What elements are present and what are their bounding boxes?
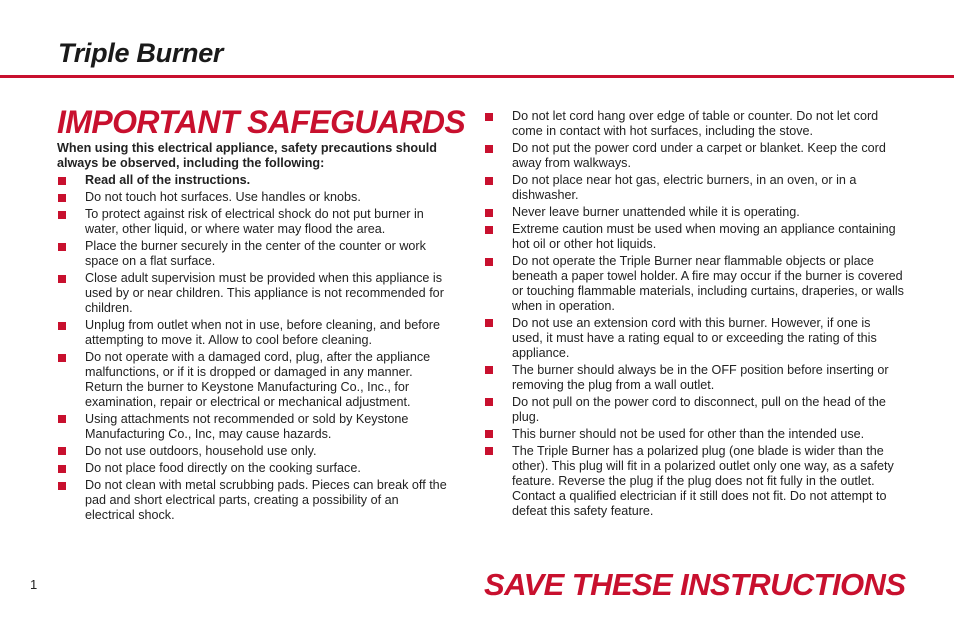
square-bullet-icon bbox=[485, 145, 493, 153]
list-item-text: Do not operate the Triple Burner near flammable objects or place beneath a paper towel holder. A fire may occur if the burner is covered or touching flammable materials, including curtains, draperies, or walls when in operation. bbox=[512, 254, 904, 313]
list-item bbox=[484, 363, 904, 393]
list-item bbox=[484, 173, 904, 203]
list-item bbox=[57, 412, 447, 442]
square-bullet-icon bbox=[58, 354, 66, 362]
list-item-text: Do not place food directly on the cooking surface. bbox=[85, 461, 361, 475]
list-item bbox=[484, 109, 904, 139]
safeguards-intro: When using this electrical appliance, safety precautions should always be observed, including the following: bbox=[57, 141, 438, 170]
square-bullet-icon bbox=[485, 366, 493, 374]
list-item bbox=[57, 318, 447, 348]
list-item bbox=[57, 207, 447, 237]
square-bullet-icon bbox=[58, 211, 66, 219]
list-item bbox=[484, 222, 904, 252]
list-item bbox=[484, 395, 904, 425]
list-item bbox=[484, 316, 904, 361]
square-bullet-icon bbox=[485, 113, 493, 121]
square-bullet-icon bbox=[485, 430, 493, 438]
list-item bbox=[484, 427, 904, 442]
list-item bbox=[484, 141, 904, 171]
safeguards-list-left bbox=[57, 173, 447, 525]
list-item-text: Unplug from outlet when not in use, before cleaning, and before attempting to move it. Allow to cool before cleaning. bbox=[85, 318, 440, 347]
document-header-title: Triple Burner bbox=[58, 38, 224, 68]
list-item-text: The burner should always be in the OFF position before inserting or removing the plug from a wall outlet. bbox=[512, 362, 889, 392]
square-bullet-icon bbox=[58, 243, 66, 251]
list-item bbox=[484, 254, 904, 314]
list-item bbox=[57, 190, 447, 205]
save-instructions-heading: SAVE THESE INSTRUCTIONS bbox=[484, 567, 906, 602]
list-item bbox=[57, 271, 447, 316]
list-item-text: This burner should not be used for other than the intended use. bbox=[512, 426, 865, 441]
list-item-text: Read all of the instructions. bbox=[85, 173, 251, 187]
list-item-text: To protect against risk of electrical shock do not put burner in water, other liquid, or where water may flood the area. bbox=[85, 207, 424, 237]
square-bullet-icon bbox=[485, 258, 493, 266]
list-item bbox=[484, 444, 904, 519]
list-item-text: Place the burner securely in the center of the counter or work space on a flat surface. bbox=[85, 239, 426, 269]
square-bullet-icon bbox=[58, 322, 66, 330]
list-item-text: Do not use outdoors, household use only. bbox=[85, 443, 317, 458]
square-bullet-icon bbox=[485, 177, 493, 185]
list-item-text: Do not clean with metal scrubbing pads. Pieces can break off the pad and short electrical parts, creating a possibility of an electrical shock. bbox=[85, 478, 447, 522]
list-item bbox=[57, 173, 447, 188]
square-bullet-icon bbox=[58, 415, 66, 423]
list-item bbox=[57, 478, 447, 523]
list-item-text: Using attachments not recommended or sold by Keystone Manufacturing Co., Inc, may cause hazards. bbox=[85, 411, 409, 441]
list-item-text: Extreme caution must be used when moving an appliance containing hot oil or other hot liquids. bbox=[512, 222, 896, 251]
header-divider bbox=[0, 75, 954, 78]
list-item-text: Do not let cord hang over edge of table or counter. Do not let cord come in contact with hot surfaces, including the stove. bbox=[512, 109, 879, 138]
list-item-text: Do not place near hot gas, electric burners, in an oven, or in a dishwasher. bbox=[512, 173, 857, 202]
list-item-text: The Triple Burner has a polarized plug (one blade is wider than the other). This plug will fit in a polarized outlet only one way, as a safety feature. Reverse the plug if the plug does not fit fully in the outlet. Contact a qualified electrician if it still does not fit. Do not attempt to defeat this safety feature. bbox=[512, 443, 894, 518]
list-item bbox=[57, 350, 447, 410]
list-item-text: Close adult supervision must be provided when this appliance is used by or near children. This appliance is not recommended for children. bbox=[85, 271, 444, 315]
list-item-text: Do not use an extension cord with this burner. However, if one is used, it must have a rating equal to or exceeding the rating of this appliance. bbox=[512, 315, 877, 360]
list-item-text: Do not pull on the power cord to disconnect, pull on the head of the plug. bbox=[512, 394, 886, 424]
square-bullet-icon bbox=[485, 398, 493, 406]
list-item-text: Do not operate with a damaged cord, plug, after the appliance malfunctions, or if it is dropped or damaged in any manner. Return the burner to Keystone Manufacturing Co., Inc., for examination, repair or electrical or mechanical adjustment. bbox=[85, 350, 431, 409]
list-item bbox=[57, 461, 447, 476]
square-bullet-icon bbox=[58, 482, 66, 490]
list-item-text: Do not touch hot surfaces. Use handles or knobs. bbox=[85, 190, 361, 205]
square-bullet-icon bbox=[485, 319, 493, 327]
square-bullet-icon bbox=[58, 465, 66, 473]
square-bullet-icon bbox=[485, 447, 493, 455]
page-number: 1 bbox=[30, 577, 38, 592]
safeguards-list-right bbox=[484, 109, 904, 521]
list-item bbox=[484, 205, 904, 220]
square-bullet-icon bbox=[485, 209, 493, 217]
list-item-text: Do not put the power cord under a carpet or blanket. Keep the cord away from walkways. bbox=[512, 141, 886, 170]
safeguards-heading: IMPORTANT SAFEGUARDS bbox=[57, 104, 466, 140]
list-item bbox=[57, 444, 447, 459]
square-bullet-icon bbox=[58, 447, 66, 455]
square-bullet-icon bbox=[485, 226, 493, 234]
square-bullet-icon bbox=[58, 177, 66, 185]
list-item bbox=[57, 239, 447, 269]
square-bullet-icon bbox=[58, 194, 66, 202]
square-bullet-icon bbox=[58, 275, 66, 283]
list-item-text: Never leave burner unattended while it is operating. bbox=[512, 205, 800, 219]
